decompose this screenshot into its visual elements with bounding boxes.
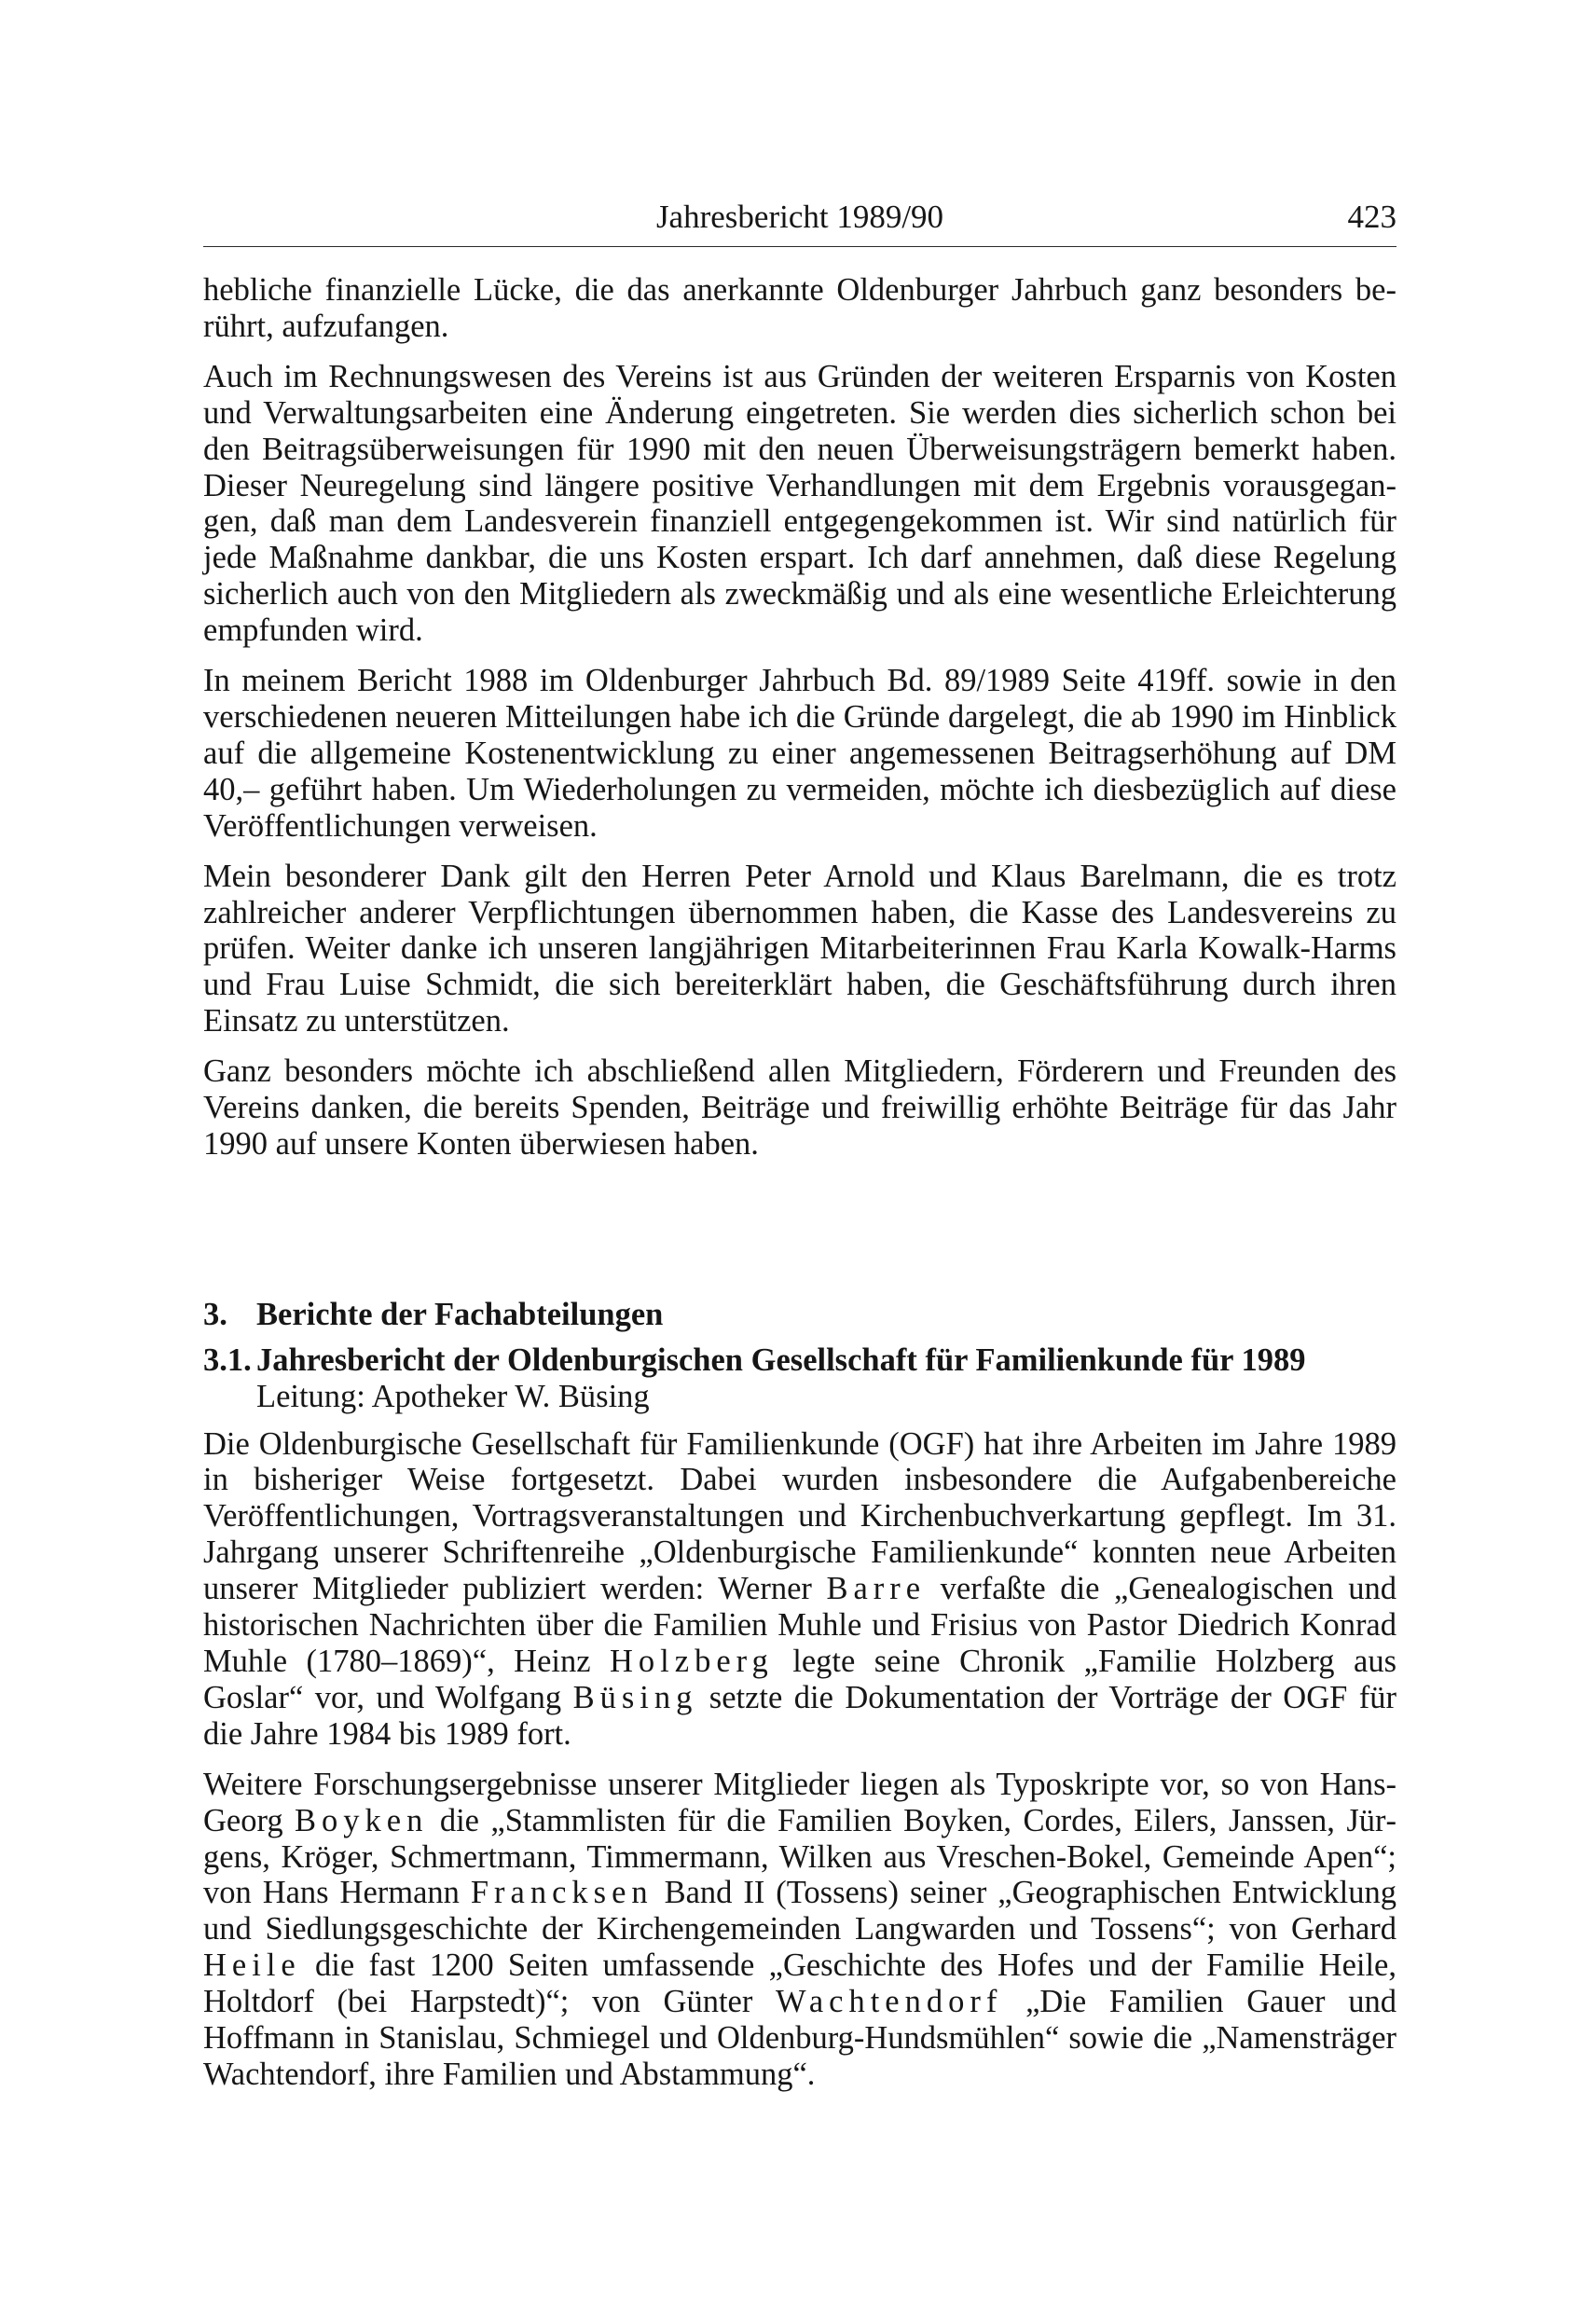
text-run: „Die Familien Gauer und Hoffmann in Stanislau, Schmiegel und Oldenburg-Hundsmühlen“ sowie die „Namensträger Wachtendorf, ihre Familien und Abstammung“. [203,1984,1396,2092]
paragraph-accounting: Auch im Rechnungswesen des Vereins ist aus Gründen der weiteren Ersparnis von Kosten und Verwaltungsarbeiten eine Änderung eingetreten. Sie werden dies sicherlich schon bei den Beitragsüberweisungen für 1990 mit den neuen Überweisungsträgern bemerkt haben. Dieser Neuregelung sind längere positive Verhandlungen mit dem Ergebnis vorausgegangen, daß man dem Landesverein finanziell entgegengekommen ist. Wir sind natürlich für jede Maßnahme dankbar, die uns Kosten erspart. Ich darf annehmen, daß diese Regelung sicherlich auch von den Mitgliedern als zweckmäßig und als eine wesentliche Erleichterung empfunden wird. [203,358,1396,649]
paragraph-thanks-members: Ganz besonders möchte ich abschließend allen Mitgliedern, Förderern und Freunden des Vereins danken, die bereits Spenden, Beiträge und freiwillig erhöhte Beiträge für das Jahr 1990 auf unsere Konten überwiesen haben. [203,1053,1396,1162]
text-run: die „Stammlisten für die Familien Boyken, Cordes, Eilers, Janssen, Jürgens, Kröger, Schmertmann, Timmermann, Wilken aus Vreschen-Bokel, Gemeinde Apen“; von Hans Hermann [203,1802,1396,1911]
running-header [203,194,1396,241]
section-number: 3. [203,1296,227,1332]
author-name: Heile [203,1947,301,1984]
section-heading [203,1297,1396,1333]
subsection-leader: Leitung: Apotheker W. Büsing [256,1378,650,1414]
subsection-title: Jahresbericht der Oldenburgischen Gesellschaft für Familienkunde für 1989 [256,1342,1306,1378]
page-number: 423 [1347,199,1396,235]
paragraph-thanks-auditors: Mein besonderer Dank gilt den Herren Peter Arnold und Klaus Barelmann, die es trotz zahlreicher anderer Verpflichtungen übernommen haben, die Kasse des Landesvereins zu prüfen. Weiter danke ich unseren langjährigen Mitarbeiterinnen Frau Karla Kowalk-Harms und Frau Luise Schmidt, die sich bereiterklärt haben, die Geschäftsführung durch ihren Einsatz zu unterstützen. [203,858,1396,1039]
text-run: Band II (Tossens) seiner „Geographischen Entwicklung und Siedlungsgeschichte der Kirchengemeinden Langwarden und Tossens“; von Gerhard [203,1875,1396,1947]
text-run: setzte die Dokumentation der Vorträge der OGF für die Jahre 1984 bis 1989 fort. [203,1679,1396,1752]
author-name: Boyken [295,1802,429,1838]
author-name: Wachtendorf [776,1984,1003,2020]
author-name: Holzberg [610,1644,774,1679]
text-run: die fast 1200 Seiten umfassende „Geschichte des Hofes und der Familie Heile, Holtdorf (bei Harpstedt)“; von Günter [203,1947,1396,2020]
section-block [203,1297,1396,2093]
header-rule [203,246,1396,247]
document-page [203,0,1396,2312]
text-run: legte seine Chronik „Familie Holzberg aus Goslar“ vor, und Wolfgang [203,1644,1397,1715]
author-name: Barre [826,1571,927,1607]
text-run: Die Oldenburgische Gesellschaft für Familienkunde (OGF) hat ihre Arbeiten im Jahre 1989 in bisheriger Weise fortgesetzt. Dabei wurden insbesondere die Aufgabenbereiche Veröffentlichungen, Vortragsveranstaltungen und Kirchenbuchverkartung gepflegt. Im 31. Jahrgang unserer Schriftenreihe „Oldenburgische Familienkunde“ konnten neue Arbeiten unserer Mitglieder publiziert werden: Werner [203,1425,1396,1607]
paragraph-continuation: hebliche finanzielle Lücke, die das anerkannte Oldenburger Jahrbuch ganz besonders berührt, aufzufangen. [203,272,1396,344]
paragraph-fee-increase: In meinem Bericht 1988 im Oldenburger Jahrbuch Bd. 89/1989 Seite 419ff. sowie in den verschiedenen neueren Mitteilungen habe ich die Gründe dargelegt, die ab 1990 im Hinblick auf die allgemeine Kostenentwicklung zu einer angemessenen Beitragserhöhung auf DM 40,– geführt haben. Um Wiederholungen zu vermeiden, möchte ich diesbezüglich auf diese Veröffentlichungen verweisen. [203,663,1396,844]
subsection-heading [203,1342,1396,1379]
running-title: Jahresbericht 1989/90 [655,199,944,235]
text-run: Weitere Forschungsergebnisse unserer Mitglieder liegen als Typoskripte vor, so von Hans-Georg [203,1766,1396,1838]
paragraph-ogf-typescripts [203,1767,1396,2093]
author-name: Büsing [572,1679,698,1715]
paragraph-ogf-activities [203,1426,1396,1753]
author-name: Francksen [470,1875,654,1911]
text-run: verfaßte die „Genealogischen und historischen Nachrichten über die Familien Muhle und Frisius von Pastor Diedrich Konrad Muhle (1780–1869)“, Heinz [203,1571,1396,1679]
subsection-number: 3.1. [203,1342,252,1378]
body-text [203,272,1396,2093]
section-title: Berichte der Fachabteilungen [256,1296,664,1332]
